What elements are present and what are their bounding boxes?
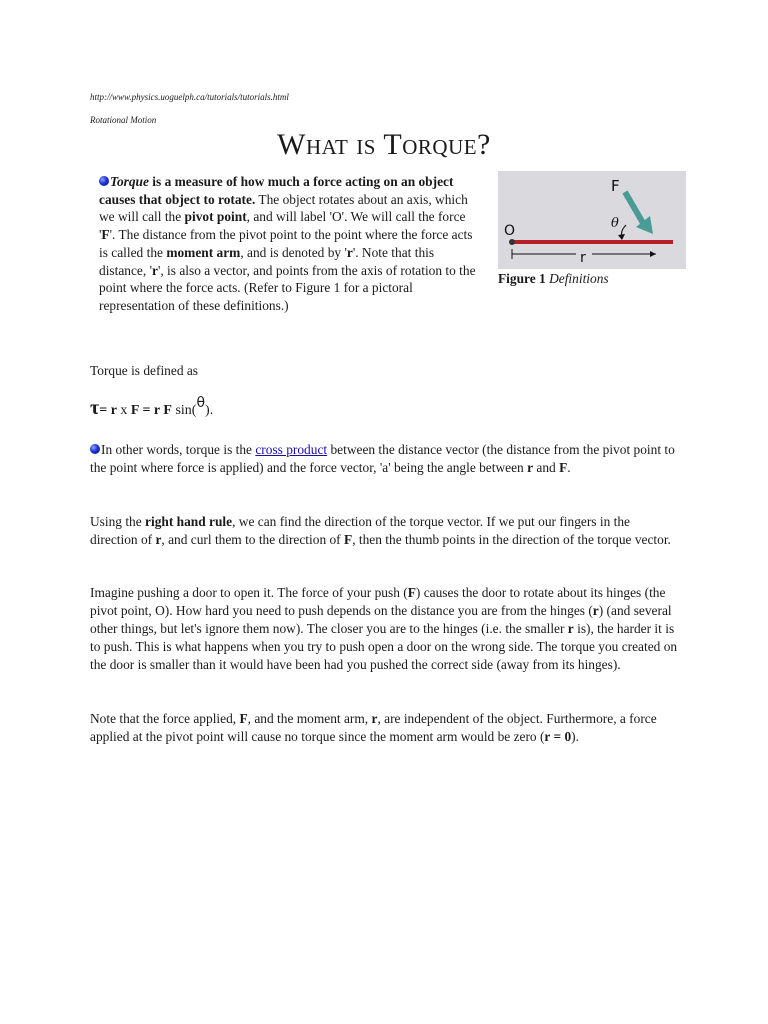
figure-label-r: r — [580, 250, 586, 266]
r-symbol: r — [151, 262, 158, 278]
figure-1 — [498, 171, 686, 287]
figure-caption — [498, 271, 686, 287]
paragraph-text: Using the — [90, 514, 146, 529]
intro-text: The object rotates about an axis, which we will call the — [99, 191, 468, 225]
paragraph-text: , and the moment arm, — [247, 711, 372, 726]
theta-symbol: θ — [196, 395, 206, 411]
intro-text: ', is also a vector, and points from the axis of rotation to the point where the force acts. (Refer to Figure 1 for a pictoral representation of these definitions.) — [99, 262, 476, 313]
torque-defined-text: Torque is defined as — [90, 363, 199, 378]
paragraph-text: ) (and several other things, but let's ignore them now). The closer you are to the hinges (i.e. the smaller — [90, 603, 672, 636]
r-symbol: r — [527, 460, 534, 475]
figure-label-f: F — [611, 177, 620, 195]
force-symbol: F — [239, 711, 248, 726]
paragraph-text: . — [567, 460, 571, 475]
paragraph-text: In other words, torque is the — [101, 442, 256, 457]
paragraph-text: ) causes the door to rotate about its hinges (the pivot point, O). How hard you need to push depends on the distance you are from the hinges ( — [90, 585, 666, 618]
intro-definition: is a measure of how much a force acting on an object causes that object to rotate. — [99, 174, 454, 207]
r-symbol: r — [155, 532, 162, 547]
formula-part: F = r F — [130, 403, 172, 418]
blue-bullet-icon — [99, 176, 109, 186]
formula-part: x — [116, 403, 131, 418]
pivot-point-dot — [509, 239, 515, 245]
force-symbol: F — [101, 227, 110, 243]
torque-term: Torque — [110, 174, 149, 189]
formula-part: sin( — [171, 403, 197, 418]
paragraph-text: , we can find the direction of the torque vector. If we put our fingers in the direction of — [90, 514, 630, 547]
figure-caption-text: Definitions — [549, 271, 609, 286]
figure-label-theta: θ — [611, 216, 619, 231]
force-symbol: F — [344, 532, 353, 547]
intro-text: '. Note that this distance, ' — [99, 244, 435, 278]
intro-paragraph — [99, 173, 477, 315]
intro-text: , and will label 'O'. We will call the force ' — [99, 209, 466, 243]
pivot-point-term: pivot point — [184, 209, 247, 225]
force-symbol: F — [559, 460, 568, 475]
paragraph-text: ). — [571, 729, 579, 744]
moment-arm-term: moment arm — [166, 244, 241, 260]
tau-symbol: τ — [90, 397, 100, 419]
right-hand-rule-paragraph — [90, 513, 680, 549]
r-symbol: r — [567, 621, 574, 636]
note-paragraph — [90, 710, 680, 746]
paragraph-text: and — [533, 460, 560, 475]
intro-text: , and is denoted by ' — [240, 244, 347, 260]
r-equals-zero: r = 0 — [544, 729, 572, 744]
r-symbol: r — [592, 603, 599, 618]
door-paragraph — [90, 584, 680, 674]
force-symbol: F — [407, 585, 416, 600]
paragraph-text: , are independent of the object. Furthermore, a force applied at the pivot point will cause no torque since the moment arm would be zero ( — [90, 711, 657, 744]
section-label: Rotational Motion — [90, 115, 157, 125]
paragraph-text: Note that the force applied, — [90, 711, 240, 726]
torque-formula — [90, 397, 213, 420]
figure-label-o: O — [504, 223, 516, 239]
blue-bullet-icon — [90, 444, 100, 454]
cross-product-link[interactable]: cross product — [255, 442, 328, 457]
right-hand-rule-term: right hand rule — [145, 514, 233, 529]
paragraph-text: , then the thumb points in the direction of the torque vector. — [352, 532, 671, 547]
source-url: http://www.physics.uoguelph.ca/tutorials/tutorials.html — [90, 92, 289, 102]
formula-part: ). — [205, 403, 214, 418]
paragraph-text: Imagine pushing a door to open it. The force of your push ( — [90, 585, 408, 600]
r-symbol: r — [346, 244, 353, 260]
figure-number: Figure 1 — [498, 271, 546, 286]
intro-text: '. The distance from the pivot point to the point where the force acts is called the — [99, 227, 473, 260]
torque-diagram — [498, 171, 686, 269]
r-symbol: r — [371, 711, 378, 726]
cross-product-paragraph — [90, 441, 680, 477]
paragraph-text: between the distance vector (the distance from the pivot point to the point where force is applied) and the force vector, 'a' being the angle between — [90, 442, 675, 475]
page-title: What is Torque? — [277, 128, 491, 161]
paragraph-text: is), the harder it is to push. This is what happens when you try to push open a door on the wrong side. The torque you created on the door is smaller than it would have been had you pushed the correct side (away from its hinges). — [90, 621, 678, 672]
formula-part: = r — [99, 403, 117, 418]
paragraph-text: , and curl them to the direction of — [161, 532, 344, 547]
